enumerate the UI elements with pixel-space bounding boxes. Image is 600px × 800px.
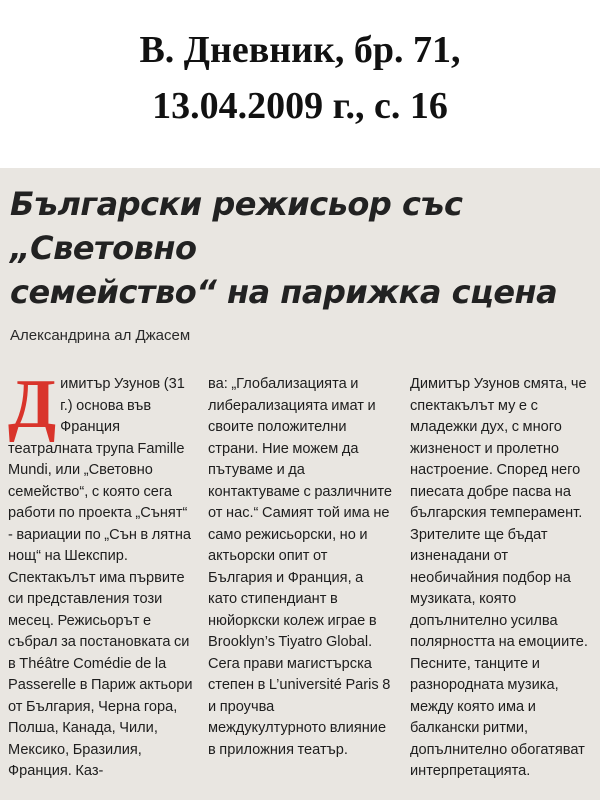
source-line-date-page: 13.04.2009 г., с. 16 xyxy=(152,85,448,127)
headline-line-2: семейство“ на парижка сцена xyxy=(10,273,558,311)
article-column-1 xyxy=(8,366,194,783)
headline-line-1: Български режисьор със „Световно xyxy=(10,185,463,267)
source-line-publication: В. Дневник, бр. 71, xyxy=(139,29,461,71)
article-headline xyxy=(10,182,595,314)
article-byline: Александрина ал Джасем xyxy=(10,327,191,344)
article-column-3: Димитър Узунов смята, че спектакълът му е с младежки дух, с много жизненост и пролетно настроение. Според него пиесата добре пасва на българския темперамент. Зрителите ще бъдат изненадани от необичайния подбор на музиката, която допълнително усилва полярността на емоциите. Песните, танците и разнородната музика, между която има и балкански ритми, допълнително обогатяват интерпретацията. xyxy=(410,376,588,779)
column-1-text: имитър Узунов (31 г.) основа във Франция театралната трупа Famille Mundi, или „Световно семейство“, с която сега работи по проекта „Сънят“ - вариации по „Сън в лятна нощ“ на Шекспир. Спектакълът има първите си представления този месец. Режисьорът е събрал за постановката си в Théâtre Comédie de la Passerelle в Париж актьори от България, Черна гора, Полша, Канада, Чили, Мексико, Бразилия, Франция. Каз- xyxy=(8,376,193,779)
source-citation xyxy=(0,22,600,134)
newspaper-clipping xyxy=(0,168,600,800)
article-column-2: ва: „Глобализацията и либерализацията имат и своите положителни страни. Ние можем да пътуваме и да контактуваме с различните от нас.“ Самият той има не само режисьорски, но и актьорски опит от България и Франция, а като стипендиант в нюйоркски колеж играе в Brooklyn’s Tiyatro Global. Сега прави магистърска степен в L’université Paris 8 и проучва междукултурното влияние в приложния театър. xyxy=(208,376,393,758)
article-body xyxy=(8,366,594,794)
drop-cap: Д xyxy=(8,366,57,443)
